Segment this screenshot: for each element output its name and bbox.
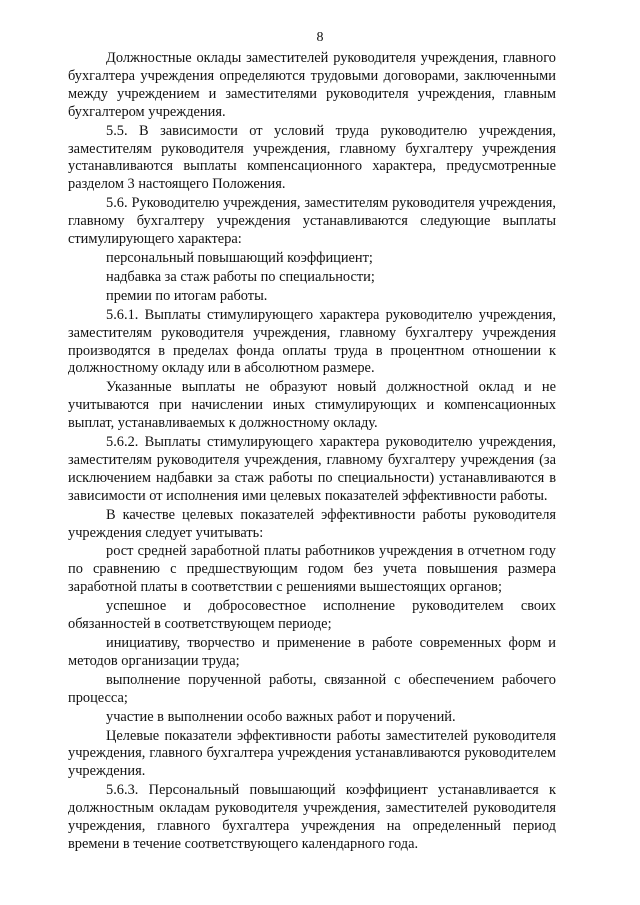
page-number: 8 — [316, 30, 324, 45]
paragraph-5-6-1: 5.6.1. Выплаты стимулирующего характера руководителю учреждения, заместителям руководителя учреждения, главному бухгалтеру учреждения производятся в пределах фонда оплаты труда в процентном отношении к должностному окладу или в абсолютном размере. — [68, 306, 556, 377]
list-item-important-work: участие в выполнении особо важных работ и поручений. — [106, 708, 456, 725]
list-item-coefficient: персональный повышающий коэффициент; — [106, 249, 373, 266]
paragraph-5-5: 5.5. В зависимости от условий труда руководителю учреждения, заместителям руководителя учреждения, главному бухгалтеру учреждения устанавливаются выплаты компенсационного характера, предусмотренные разделом 3 настоящего Положения. — [68, 122, 556, 193]
document-body — [68, 50, 556, 854]
paragraph-5-6-3: 5.6.3. Персональный повышающий коэффициент устанавливается к должностным окладам руководителя учреждения, заместителей руководителя учреждения, главного бухгалтера учреждения на определенный период времени в течение соответствующего календарного года. — [68, 782, 556, 852]
list-item-bonuses: премии по итогам работы. — [106, 287, 268, 304]
paragraph-target-indicators: В качестве целевых показателей эффективности работы руководителя учреждения следует учитывать: — [68, 506, 556, 541]
list-item-initiative: инициативу, творчество и применение в работе современных форм и методов организации труда; — [68, 635, 556, 669]
list-item-duties: успешное и добросовестное исполнение руководителем своих обязанностей в соответствующем периоде; — [68, 598, 556, 633]
paragraph-5-6: 5.6. Руководителю учреждения, заместителям руководителя учреждения, главному бухгалтеру учреждения устанавливаются следующие выплаты стимулирующего характера: — [68, 195, 556, 248]
paragraph-5-6-2: 5.6.2. Выплаты стимулирующего характера руководителю учреждения, заместителям руководителя учреждения, главному бухгалтеру учреждения (за исключением надбавки за стаж работы по специальности) устанавливаются в зависимости от исполнения ими целевых показателей эффективности работы. — [68, 434, 556, 504]
list-item-seniority: надбавка за стаж работы по специальности; — [106, 268, 375, 285]
paragraph-deputies-indicators: Целевые показатели эффективности работы заместителей руководителя учреждения, главного бухгалтера учреждения устанавливаются руководителем учреждения. — [68, 727, 556, 780]
list-item-assigned-work: выполнение порученной работы, связанной с обеспечением рабочего процесса; — [68, 671, 556, 706]
paragraph-salaries: Должностные оклады заместителей руководителя учреждения, главного бухгалтера учреждения определяются трудовыми договорами, заключенными между учреждением и заместителями руководителя учреждения, главным бухгалтером учреждения. — [68, 50, 556, 120]
list-item-salary-growth: рост средней заработной платы работников учреждения в отчетном году по сравнению с предшествующим годом без учета повышения размера заработной платы в соответствии с решениями вышестоящих органов; — [68, 543, 556, 596]
paragraph-payments-note: Указанные выплаты не образуют новый должностной оклад и не учитываются при начислении иных стимулирующих и компенсационных выплат, устанавливаемых к должностному окладу. — [68, 379, 556, 432]
